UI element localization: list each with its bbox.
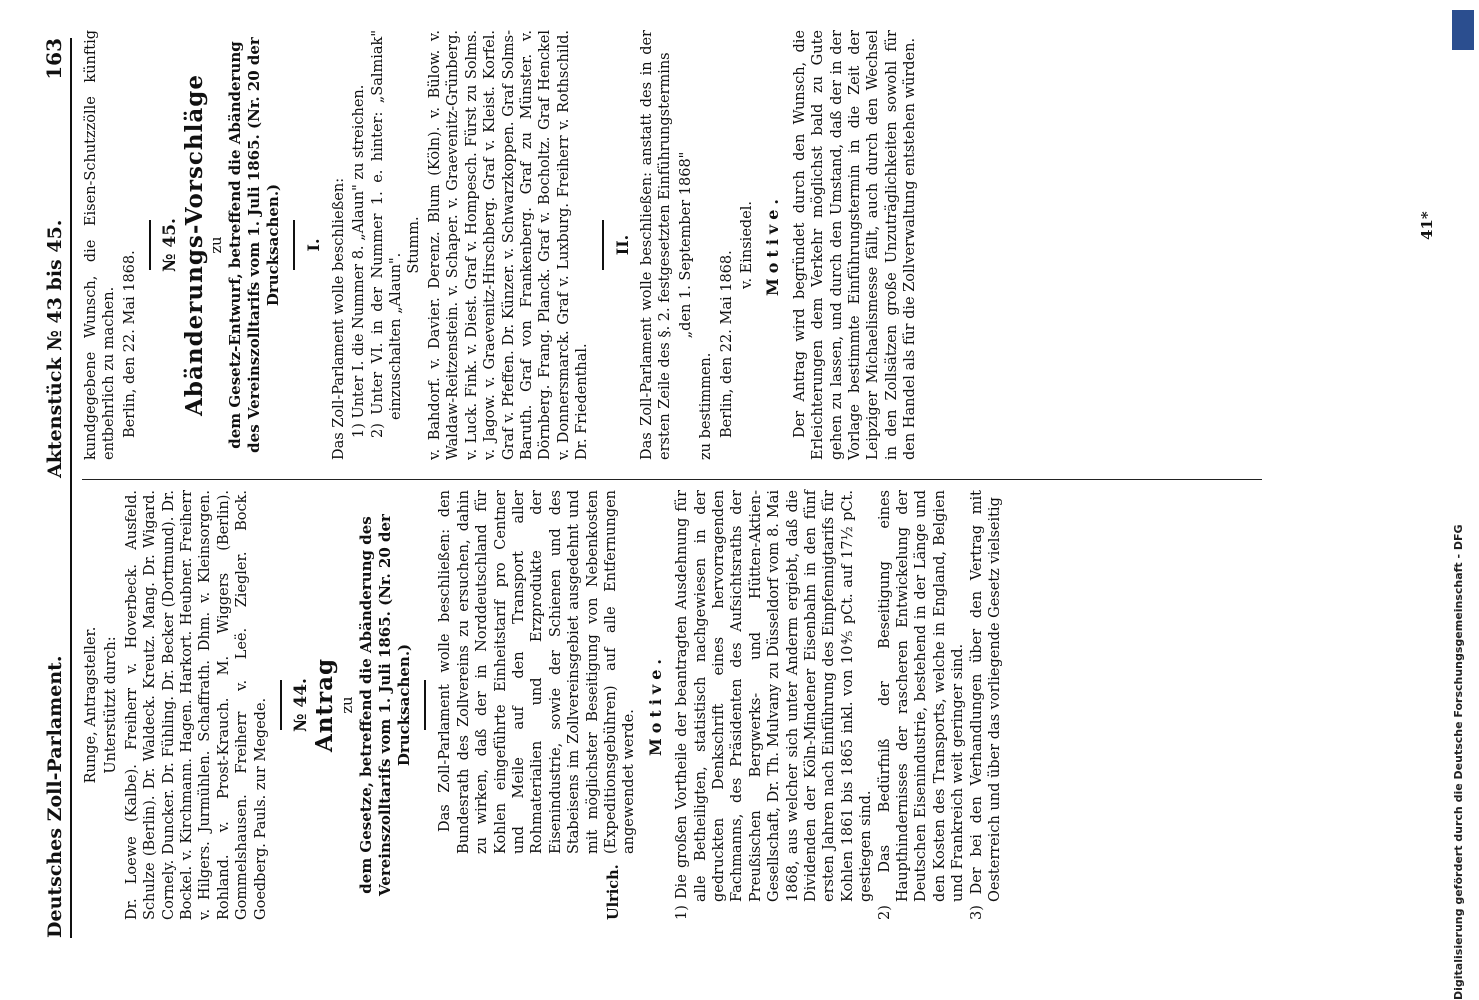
- motive-item-2: 2) Das Bedürfniß der Beseitigung eines Haupthindernisses der rascheren Entwickelung der Deutschen Eisenindustrie, bestehend in der Länge und den Kosten des Transports, welche in England, Belgien und Frankreich weit geringer sind.: [876, 490, 967, 920]
- section-ii: II.: [612, 234, 632, 256]
- sheet-signature: 41*: [1418, 211, 1436, 240]
- motive-item-3: 3) Der bei den Verhandlungen über den Vertrag mit Oesterreich und über das vorliegende Gesetz vielseitig: [968, 490, 1004, 920]
- doc-title-antrag: Antrag: [311, 657, 339, 753]
- antrag-text: Das Zoll-Parlament wolle beschließen: den Bundesrath des Zollvereins zu ersuchen, dahin zu wirken, daß der in Norddeutschland für Kohlen eingeführte Einheitstarif pro Centner und Meile auf den Transport aller Rohmaterialien und Erzprodukte der Eisenindustrie, sowie der Schienen und des Stabeisens im Zollvereinsgebiet ausgedehnt und mit möglichster Beseitigung von Nebenkosten (Expeditionsgebühren) auf alle Entfernungen angewendet werde.: [437, 490, 638, 854]
- doc-title-abaenderung: Abänderungs-Vorschläge: [180, 74, 208, 416]
- section-i-item-2: 2) Unter VI. in der Nummer 1. e. hinter: „Salmiak" einzuschalten „Alaun".: [369, 30, 405, 438]
- page-number: 163: [42, 38, 66, 80]
- section-rule: [293, 220, 295, 270]
- section-ii-term: „den 1. September 1868": [677, 151, 694, 339]
- margin-credit: Digitalisierung gefördert durch die Deutsche Forschungsgemeinschaft - DFG: [1452, 524, 1465, 1000]
- section-rule: [149, 220, 151, 270]
- motive-item-1: 1) Die großen Vortheile der beantragten Ausdehnung für alle Betheiligten, statistisch nachgewiesen in der gedruckten Denkschrift eines hervorragenden Fachmanns, des Präsidenten des Aufsichtsraths der Preußischen Bergwerks- und Hütten-Aktien-Gesellschaft, Dr. Th. Mulvany zu Düsseldorf vom 8. Mai 1868, aus welcher sich unter Anderm ergiebt, daß die Dividenden der Köln-Mindener Eisenbahn in den fünf ersten Jahren nach Einführung des Einpfennigtarifs für Kohlen 1861 bis 1865 inkl. von 10⅘ pCt. auf 17½ pCt. gestiegen sind.: [674, 490, 875, 920]
- continued-text: kundgegebene Wunsch, die Eisen-Schutzzölle künftig entbehrlich zu machen.: [83, 30, 118, 460]
- motive-heading: Motive.: [645, 654, 665, 756]
- date-line-1: Berlin, den 22. Mai 1868.: [121, 250, 138, 438]
- section-ii-end: zu bestimmen.: [698, 352, 715, 460]
- signature-einsiedel: v. Einsiedel.: [738, 200, 755, 290]
- doc-number-45: № 45.: [160, 218, 181, 272]
- header-center: Aktenstück № 43 bis 45.: [44, 219, 66, 478]
- section-i-intro: Das Zoll-Parlament wolle beschließen:: [330, 177, 347, 460]
- section-i-item-1: 1) Unter I. die Nummer 8. „Alaun" zu streichen.: [351, 84, 368, 438]
- supported-by: Unterstützt durch:: [103, 636, 120, 774]
- section-rule: [280, 680, 282, 730]
- motive-text-2: Der Antrag wird begründet durch den Wunsch, die Erleichterungen dem Verkehr möglichst bald zu Gute gehen zu lassen, und durch den Umstand, daß der in der Vorlage bestimmte Einführungstermin in die Zeit der Leipziger Michaelismesse fällt, auch durch den Wechsel in den Zollsätzen große Unzuträglichkeiten sowohl für den Handel als für die Zollverwaltung entstehen würden.: [791, 30, 919, 460]
- section-i: I.: [304, 238, 324, 252]
- doc-subtitle-44: dem Gesetze, betreffend die Abänderung des Vereinszolltarifs vom 1. Juli 1865. (Nr. 20 der Drucksachen.): [357, 514, 414, 896]
- supporters-list: Dr. Loewe (Kalbe). Freiherr v. Hoverbeck. Ausfeld. Schulze (Berlin). Dr. Waldeck. Kreutz. Mang. Dr. Wigard. Cornely. Duncker. Dr. Fühling. Dr. Becker (Dortmund). Dr. Bockel. v. Kirchmann. Hagen. Harkort. Heubner. Freiherr v. Hilgers. Jurmühlen. Schaffrath. Dhm. v. Kleinsorgen. Rohland. v. Prost-Krauch. M. Wiggers (Berlin). Gommelshausen. Freiherr v. Leë. Ziegler. Bock. Goedberg. Pauls. zur Megede.: [123, 490, 269, 920]
- signature-stumm: Stumm.: [406, 216, 423, 274]
- zu-label: zu: [339, 696, 356, 714]
- date-line-2: Berlin, den 22. Mai 1868.: [718, 250, 735, 438]
- column-divider: [82, 479, 1262, 480]
- doc-subtitle-45: dem Gesetz-Entwurf, betreffend die Abänderung des Vereinszolltarifs vom 1. Juli 1865. (Nr. 20 der Drucksachen.): [226, 37, 283, 453]
- motive-heading-2: Motive.: [763, 194, 783, 296]
- left-column: [82, 490, 1004, 920]
- section-rule: [602, 220, 604, 270]
- zu-label: zu: [209, 236, 226, 254]
- section-rule: [424, 680, 426, 730]
- doc-number-44: № 44.: [291, 678, 312, 732]
- right-column: [82, 30, 922, 460]
- page-header: [40, 38, 72, 938]
- section-ii-intro: Das Zoll-Parlament wolle beschließen: anstatt des in der ersten Zeile des §. 2. festgesetzten Einführungstermins: [638, 30, 674, 460]
- header-left: Deutsches Zoll-Parlament.: [44, 655, 66, 938]
- proposer-ulrich: Ulrich.: [605, 864, 622, 920]
- cosigners-list: v. Bahdorf. v. Davier. Derenz. Blum (Köln). v. Bülow. v. Waldaw-Reitzenstein. v. Schaper. v. Graevenitz-Grünberg. v. Luck. Fink. v. Diest. Graf v. Hompesch. Fürst zu Solms. v. Jagow. v. Graevenitz-Hirschberg. Graf v. Kleist. Korfel. Graf v. Pfeffen. Dr. Künzer. v. Schwarzkoppen. Graf Solms-Baruth. Graf von Frankenberg. Graf zu Münster. v. Dörnberg. Frang. Planck. Graf v. Bocholtz. Graf Henckel v. Donnersmarck. Graf v. Luxburg. Freiherr v. Rothschild. Dr. Friedenthal.: [426, 30, 591, 460]
- dfg-logo-icon: [1452, 10, 1474, 50]
- proposer-line: Runge, Antragsteller.: [83, 626, 99, 784]
